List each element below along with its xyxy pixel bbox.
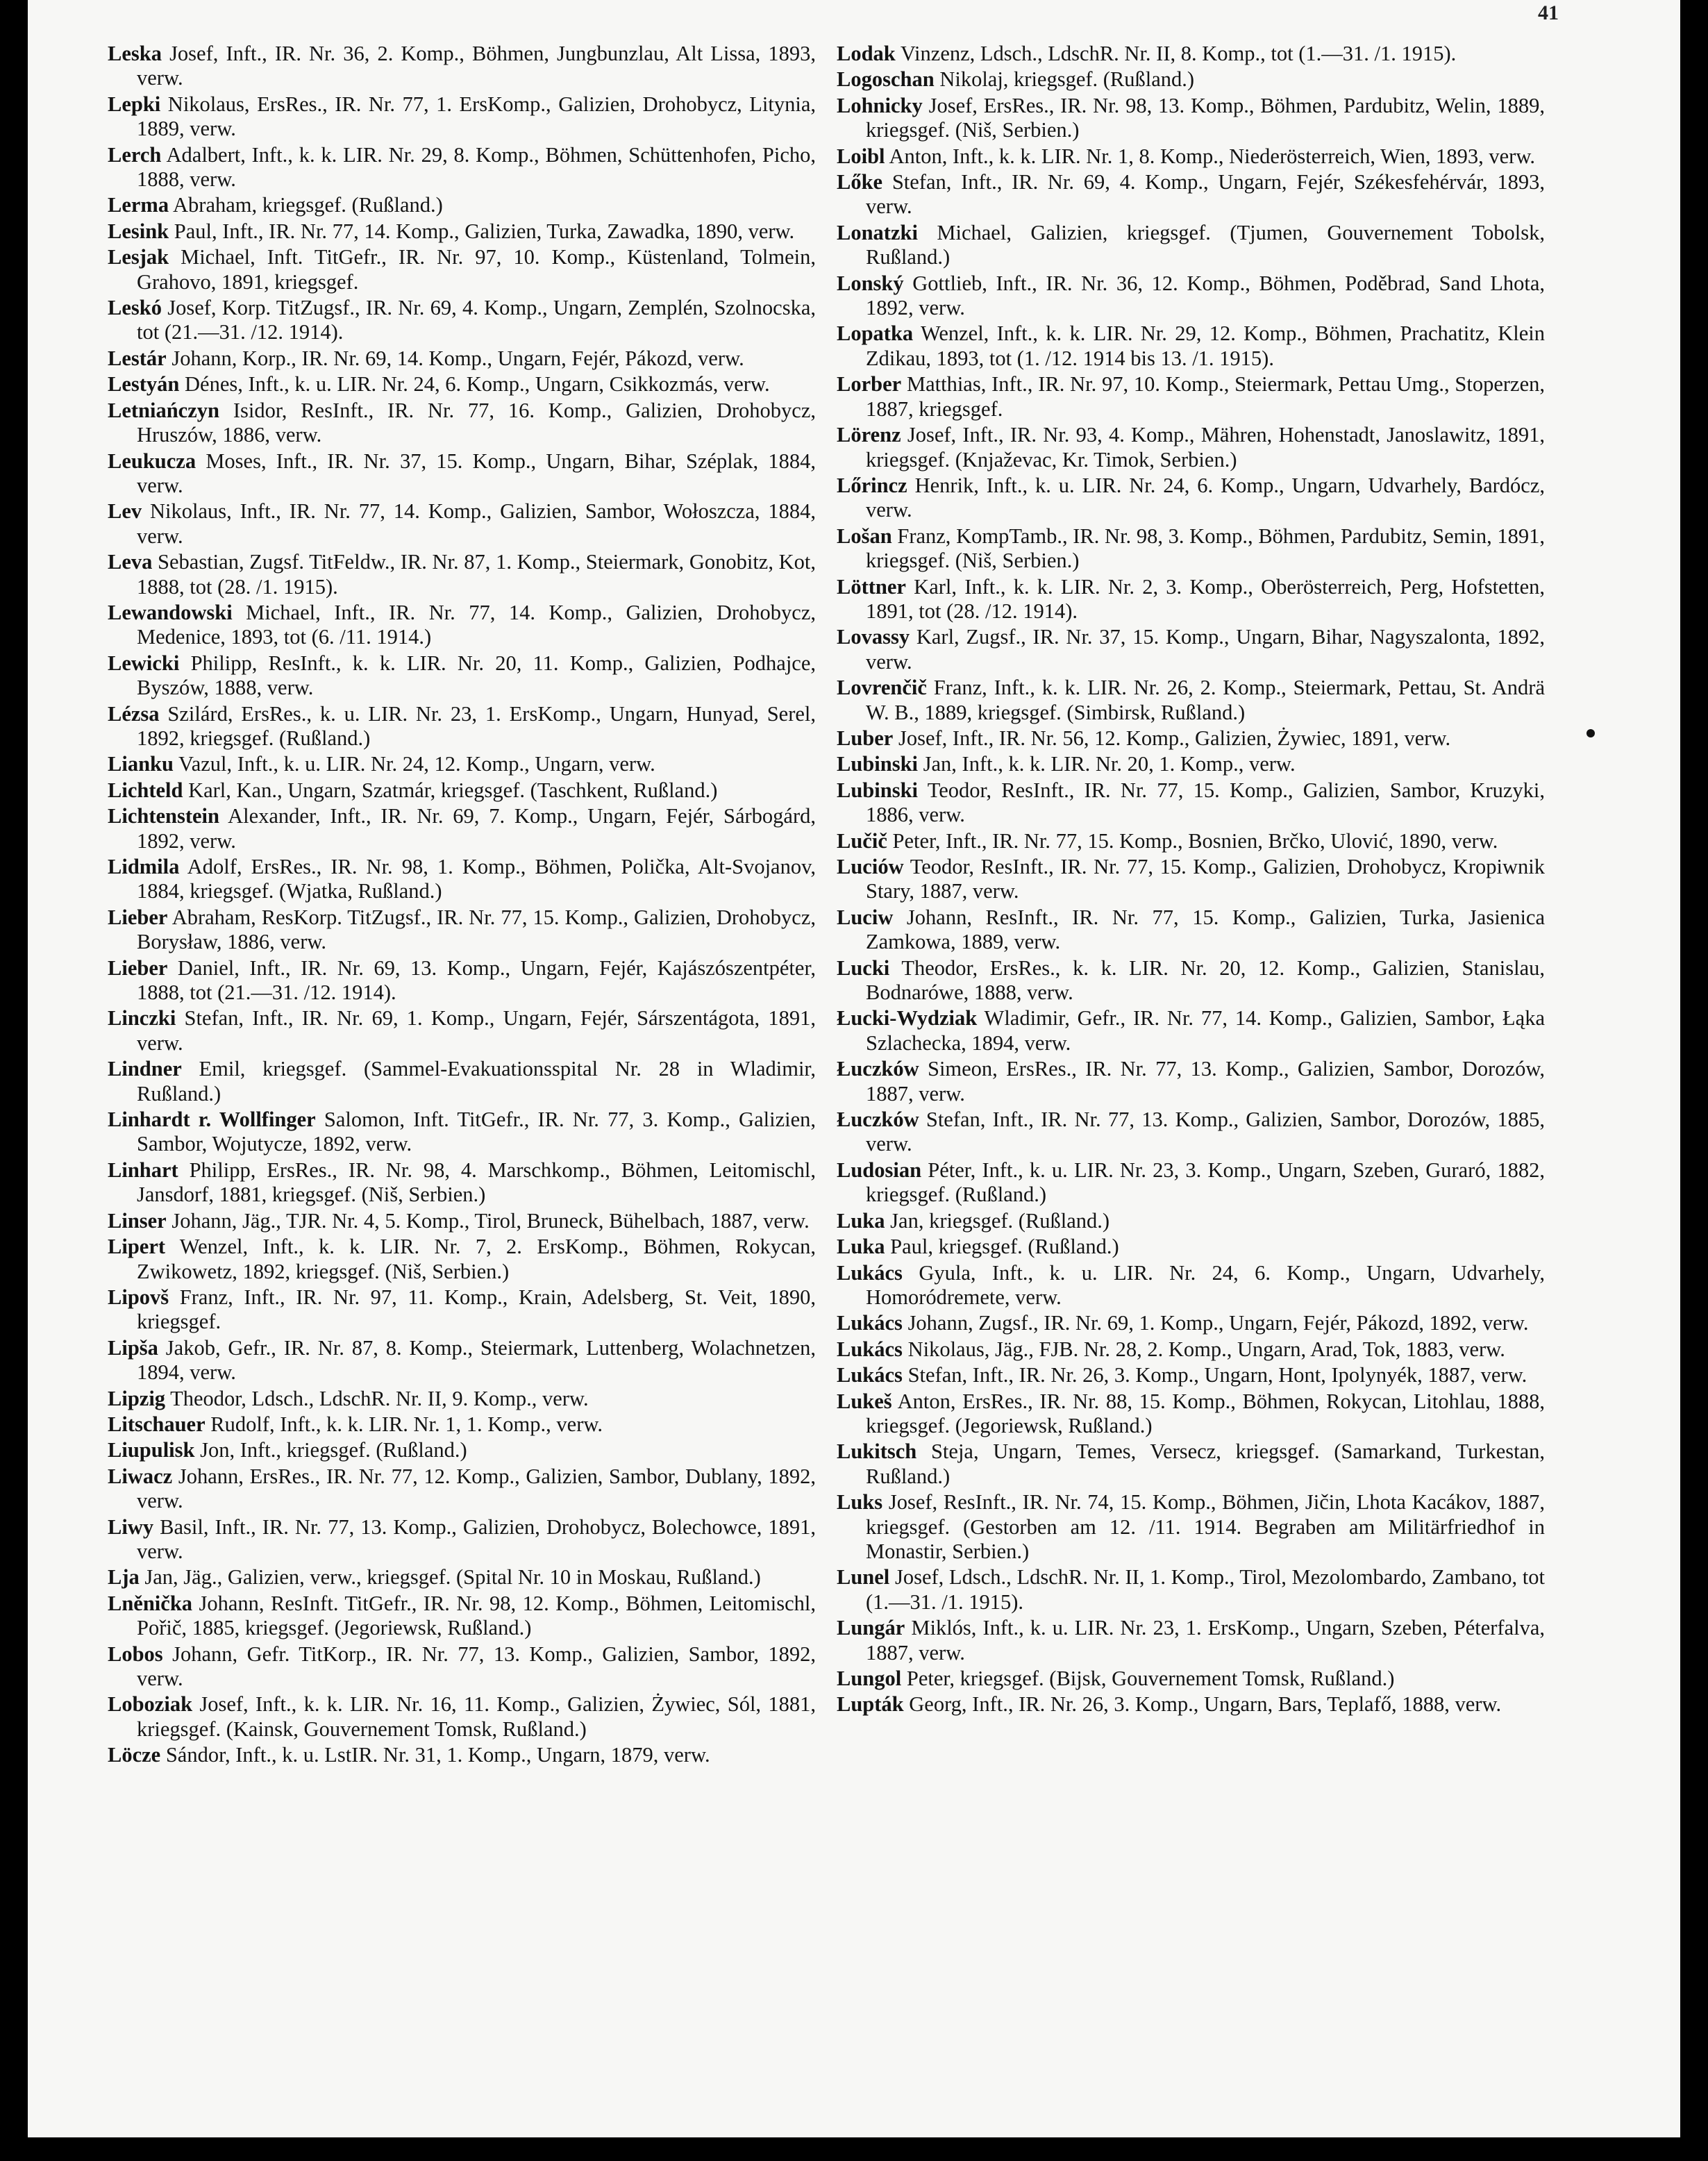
entry-surname: Lučič (837, 828, 887, 853)
entry-surname: Lodak (837, 42, 896, 65)
entry-details: Josef, ErsRes., IR. Nr. 98, 13. Komp., Böhmen, Pardubitz, Welin, 1889, kriegsgef. (Niš, Serbien.) (866, 93, 1545, 142)
entry-details: Josef, Inft., IR. Nr. 36, 2. Komp., Böhmen, Jungbunzlau, Alt Lissa, 1893, verw. (137, 42, 817, 90)
register-entry (837, 1209, 1545, 1233)
entry-surname: Löcze (108, 1743, 161, 1767)
entry-details: Josef, Inft., IR. Nr. 93, 4. Komp., Mähren, Hohenstadt, Janoslawitz, 1891, kriegsgef. (Knjaževac, Kr. Timok, Serbien.) (866, 423, 1546, 472)
entry-details: Jon, Inft., kriegsgef. (Rußland.) (200, 1438, 467, 1462)
entry-surname: Lőke (837, 170, 883, 194)
entry-surname: Lindner (108, 1057, 182, 1081)
entry-surname: Lungár (837, 1616, 905, 1640)
register-entry (837, 1390, 1545, 1439)
entry-details: Johann, Zugsf., IR. Nr. 69, 1. Komp., Ungarn, Fejér, Pákozd, 1892, verw. (907, 1311, 1529, 1335)
entry-details: Karl, Inft., k. k. LIR. Nr. 2, 3. Komp., Oberösterreich, Perg, Hofstetten, 1891, tot (28. /12. 1914). (866, 574, 1546, 623)
entry-details: Karl, Zugsf., IR. Nr. 37, 15. Komp., Ungarn, Bihar, Nagyszalonta, 1892, verw. (866, 625, 1546, 674)
register-entry (837, 322, 1545, 371)
register-entry (837, 1261, 1545, 1310)
entry-details: Josef, Ldsch., LdschR. Nr. II, 1. Komp., Tirol, Mezolombardo, Zambano, tot (1.—31. /1. 1915). (866, 1565, 1545, 1614)
entry-details: Salomon, Inft. TitGefr., IR. Nr. 77, 3. Komp., Galizien, Sambor, Wojutycze, 1892, verw. (137, 1108, 816, 1156)
entry-surname: Linhart (108, 1158, 178, 1182)
entry-surname: Lipert (108, 1235, 166, 1259)
entry-details: Paul, Inft., IR. Nr. 77, 14. Komp., Galizien, Turka, Zawadka, 1890, verw. (174, 219, 795, 243)
entry-details: Paul, kriegsgef. (Rußland.) (890, 1235, 1119, 1259)
register-entry (108, 1235, 816, 1284)
entry-surname: Löttner (837, 574, 906, 599)
entry-details: Jan, Inft., k. k. LIR. Nr. 20, 1. Komp., verw. (923, 752, 1296, 776)
entry-details: Vazul, Inft., k. u. LIR. Nr. 24, 12. Komp., Ungarn, verw. (178, 752, 655, 776)
register-entry (837, 752, 1545, 776)
register-entry (837, 956, 1545, 1006)
register-entry (108, 956, 816, 1006)
register-entry (108, 906, 816, 955)
entry-surname: Lev (108, 499, 142, 524)
entry-surname: Lichteld (108, 778, 183, 802)
document-page (28, 0, 1680, 2137)
register-entry (108, 1336, 816, 1385)
entry-details: Johann, Gefr. TitKorp., IR. Nr. 77, 13. Komp., Galizien, Sambor, 1892, verw. (137, 1642, 816, 1690)
register-entry (837, 372, 1545, 422)
entry-surname: Lukács (837, 1337, 903, 1361)
entry-details: Abraham, kriegsgef. (Rußland.) (173, 193, 443, 217)
right-column (837, 42, 1545, 1719)
entry-surname: Lobos (108, 1642, 163, 1666)
entry-surname: Lupták (837, 1692, 904, 1717)
register-entry (108, 1743, 816, 1767)
entry-surname: Lopatka (837, 322, 914, 346)
entry-surname: Lucki (837, 956, 890, 980)
entry-details: Jakob, Gefr., IR. Nr. 87, 8. Komp., Steiermark, Luttenberg, Wolachnetzen, 1894, verw. (137, 1335, 816, 1385)
register-entry (837, 726, 1545, 751)
entry-details: Péter, Inft., k. u. LIR. Nr. 23, 3. Komp., Ungarn, Szeben, Guraró, 1882, kriegsgef. (Rußland.) (866, 1158, 1545, 1207)
register-entry (108, 601, 816, 650)
register-entry (837, 855, 1545, 904)
register-entry (837, 144, 1545, 169)
entry-surname: Linser (108, 1208, 167, 1233)
register-entry (108, 219, 816, 244)
entry-surname: Ludosian (837, 1158, 922, 1182)
register-entry (108, 778, 816, 803)
register-entry (108, 399, 816, 448)
register-entry (837, 272, 1545, 321)
entry-surname: Lovrenčič (837, 676, 927, 700)
entry-surname: Luciw (837, 905, 894, 929)
entry-surname: Linczki (108, 1006, 176, 1031)
entry-surname: Litschauer (108, 1412, 206, 1436)
register-entry (108, 702, 816, 751)
entry-surname: Lestyán (108, 372, 180, 397)
register-entry (108, 92, 816, 142)
entry-surname: Lieber (108, 905, 168, 929)
entry-details: Emil, kriegsgef. (Sammel-Evakuationsspital Nr. 28 in Wladimir, Rußland.) (137, 1057, 816, 1105)
register-entry (108, 1108, 816, 1157)
register-entry (837, 221, 1545, 270)
register-entry (837, 1108, 1545, 1157)
entry-details: Wenzel, Inft., k. k. LIR. Nr. 7, 2. ErsKomp., Böhmen, Rokycan, Zwikowetz, 1892, kriegsgef. (Niš, Serbien.) (137, 1235, 817, 1283)
register-entry (108, 550, 816, 599)
register-entry (108, 1692, 816, 1742)
entry-surname: Łucki-Wydziak (837, 1006, 978, 1031)
entry-details: Philipp, ResInft., k. k. LIR. Nr. 20, 11. Komp., Galizien, Podhajce, Byszów, 1888, verw. (137, 651, 816, 700)
register-entry (108, 651, 816, 701)
entry-surname: Lovassy (837, 625, 910, 649)
entry-details: Alexander, Inft., IR. Nr. 69, 7. Komp., Ungarn, Fejér, Sárbogárd, 1892, verw. (137, 804, 816, 853)
entry-surname: Loboziak (108, 1692, 193, 1717)
register-entry (837, 1490, 1545, 1564)
entry-surname: Lipša (108, 1335, 158, 1360)
entry-details: Theodor, Ldsch., LdschR. Nr. II, 9. Komp., verw. (170, 1386, 589, 1410)
page-number: 41 (1538, 1, 1559, 24)
scan-border (1680, 0, 1708, 2161)
entry-surname: Lepki (108, 92, 161, 116)
entry-details: Franz, KompTamb., IR. Nr. 98, 3. Komp., Böhmen, Pardubitz, Semin, 1891, kriegsgef. (Niš, Serbien.) (866, 524, 1546, 573)
register-entry (108, 42, 816, 91)
register-entry (837, 524, 1545, 574)
entry-surname: Lošan (837, 524, 892, 548)
entry-details: Michael, Galizien, kriegsgef. (Tjumen, Gouvernement Tobolsk, Rußland.) (866, 220, 1546, 269)
register-entry (108, 296, 816, 345)
register-entry (108, 752, 816, 776)
entry-details: Johann, ResInft. TitGefr., IR. Nr. 98, 12. Komp., Böhmen, Leitomischl, Pořič, 1885, kriegsgef. (Jegoriewsk, Rußland.) (137, 1591, 816, 1640)
register-entry (108, 1006, 816, 1056)
entry-details: Steja, Ungarn, Temes, Versecz, kriegsgef. (Samarkand, Turkestan, Rußland.) (866, 1440, 1545, 1488)
entry-details: Anton, Inft., k. k. LIR. Nr. 1, 8. Komp., Niederösterreich, Wien, 1893, verw. (889, 144, 1536, 168)
entry-details: Josef, Inft., IR. Nr. 56, 12. Komp., Galizien, Żywiec, 1891, verw. (898, 726, 1451, 750)
entry-surname: Lněnička (108, 1591, 193, 1615)
register-entry (837, 1667, 1545, 1691)
entry-details: Nikolaj, kriegsgef. (Rußland.) (939, 67, 1195, 92)
entry-details: Nikolaus, Jäg., FJB. Nr. 28, 2. Komp., Ungarn, Arad, Tok, 1883, verw. (907, 1337, 1505, 1361)
entry-details: Johann, Jäg., TJR. Nr. 4, 5. Komp., Tirol, Bruneck, Bühelbach, 1887, verw. (171, 1208, 810, 1233)
entry-surname: Lidmila (108, 855, 180, 878)
entry-details: Michael, Inft., IR. Nr. 77, 14. Komp., Galizien, Drohobycz, Medenice, 1893, tot (6. /11. 1914.) (137, 600, 816, 649)
entry-surname: Lichtenstein (108, 804, 219, 828)
entry-details: Johann, Korp., IR. Nr. 69, 14. Komp., Ungarn, Fejér, Pákozd, verw. (171, 346, 744, 370)
entry-details: Jan, kriegsgef. (Rußland.) (890, 1208, 1110, 1233)
entry-details: Stefan, Inft., IR. Nr. 77, 13. Komp., Galizien, Sambor, Dorozów, 1885, verw. (866, 1108, 1545, 1156)
entry-details: Teodor, ResInft., IR. Nr. 77, 15. Komp., Galizien, Sambor, Kruzyki, 1886, verw. (866, 778, 1545, 827)
entry-surname: Lukács (837, 1260, 903, 1285)
entry-surname: Lunel (837, 1565, 890, 1590)
register-entry (837, 1616, 1545, 1665)
entry-surname: Lonský (837, 271, 904, 295)
entry-details: Dénes, Inft., k. u. LIR. Nr. 24, 6. Komp., Ungarn, Csikkozmás, verw. (185, 372, 770, 397)
register-entry (108, 1158, 816, 1208)
register-entry (837, 1006, 1545, 1056)
entry-surname: Łuczków (837, 1057, 919, 1081)
entry-surname: Lonatzki (837, 220, 918, 244)
entry-surname: Leska (108, 42, 162, 65)
entry-details: Peter, Inft., IR. Nr. 77, 15. Komp., Bosnien, Brčko, Ulović, 1890, verw. (892, 828, 1498, 853)
register-entry (108, 143, 816, 192)
entry-details: Abraham, ResKorp. TitZugsf., IR. Nr. 77, 15. Komp., Galizien, Drohobycz, Borysław, 1886, verw. (137, 905, 817, 954)
register-entry (108, 245, 816, 294)
entry-details: Isidor, ResInft., IR. Nr. 77, 16. Komp., Galizien, Drohobycz, Hruszów, 1886, verw. (137, 398, 817, 447)
entry-details: Franz, Inft., k. k. LIR. Nr. 26, 2. Komp., Steiermark, Pettau, St. Andrä W. B., 1889, kriegsgef. (Simbirsk, Rußland.) (866, 676, 1545, 724)
entry-details: Jan, Jäg., Galizien, verw., kriegsgef. (Spital Nr. 10 in Moskau, Rußland.) (144, 1565, 761, 1590)
register-entry (108, 1515, 816, 1565)
entry-details: Miklós, Inft., k. u. LIR. Nr. 23, 1. ErsKomp., Ungarn, Szeben, Péterfalva, 1887, verw. (866, 1616, 1545, 1664)
entry-details: Vinzenz, Ldsch., LdschR. Nr. II, 8. Komp., tot (1.—31. /1. 1915). (900, 42, 1457, 65)
register-entry (108, 1412, 816, 1437)
register-entry (108, 855, 816, 904)
entry-surname: Lerma (108, 193, 169, 217)
register-entry (108, 1057, 816, 1106)
entry-details: Szilárd, ErsRes., k. u. LIR. Nr. 23, 1. ErsKomp., Ungarn, Hunyad, Serel, 1892, kriegsgef. (Rußland.) (137, 701, 816, 750)
register-entry (108, 449, 816, 499)
entry-details: Johann, ErsRes., IR. Nr. 77, 12. Komp., Galizien, Sambor, Dublany, 1892, verw. (137, 1464, 817, 1513)
register-entry (108, 1285, 816, 1335)
entry-details: Johann, ResInft., IR. Nr. 77, 15. Komp., Galizien, Turka, Jasienica Zamkowa, 1889, verw. (866, 905, 1545, 954)
entry-surname: Luber (837, 726, 894, 750)
entry-surname: Lukitsch (837, 1440, 917, 1464)
entry-surname: Leskó (108, 296, 162, 320)
entry-details: Moses, Inft., IR. Nr. 37, 15. Komp., Ungarn, Bihar, Széplak, 1884, verw. (137, 449, 817, 497)
register-entry (837, 67, 1545, 92)
entry-details: Nikolaus, Inft., IR. Nr. 77, 14. Komp., Galizien, Sambor, Wołoszcza, 1884, verw. (137, 499, 816, 548)
register-entry (837, 423, 1545, 472)
entry-details: Adalbert, Inft., k. k. LIR. Nr. 29, 8. Komp., Böhmen, Schüttenhofen, Picho, 1888, verw. (137, 142, 816, 192)
register-entry (837, 1692, 1545, 1717)
register-entry (108, 1387, 816, 1411)
entry-surname: Leva (108, 550, 153, 574)
entry-details: Simeon, ErsRes., IR. Nr. 77, 13. Komp., Galizien, Sambor, Dorozów, 1887, verw. (866, 1057, 1546, 1105)
register-entry (837, 170, 1545, 219)
entry-surname: Lipovš (108, 1285, 169, 1309)
entry-details: Peter, kriegsgef. (Bijsk, Gouvernement Tomsk, Rußland.) (906, 1667, 1395, 1690)
register-entry (837, 42, 1545, 66)
entry-surname: Lungol (837, 1667, 902, 1690)
register-entry (837, 829, 1545, 853)
register-entry (837, 1057, 1545, 1106)
entry-surname: Logoschan (837, 67, 935, 92)
entry-surname: Lewicki (108, 651, 180, 675)
register-entry (837, 94, 1545, 143)
register-entry (837, 625, 1545, 674)
register-entry (108, 193, 816, 217)
register-entry (837, 1235, 1545, 1259)
entry-details: Josef, Korp. TitZugsf., IR. Nr. 69, 4. Komp., Ungarn, Zemplén, Szolnocska, tot (21.—31. /12. 1914). (137, 296, 816, 344)
entry-details: Stefan, Inft., IR. Nr. 69, 1. Komp., Ungarn, Fejér, Sárszentágota, 1891, verw. (137, 1006, 817, 1055)
entry-details: Matthias, Inft., IR. Nr. 97, 10. Komp., Steiermark, Pettau Umg., Stoperzen, 1887, kriegsgef. (866, 372, 1545, 421)
entry-surname: Lja (108, 1565, 140, 1590)
entry-surname: Łuczków (837, 1108, 919, 1132)
entry-details: Adolf, ErsRes., IR. Nr. 98, 1. Komp., Böhmen, Polička, Alt-Svojanov, 1884, kriegsgef. (Wjatka, Rußland.) (137, 855, 816, 903)
entry-details: Stefan, Inft., IR. Nr. 26, 3. Komp., Ungarn, Hont, Ipolynyék, 1887, verw. (907, 1363, 1527, 1387)
register-entry (108, 347, 816, 371)
entry-surname: Loibl (837, 144, 885, 168)
entry-surname: Lianku (108, 752, 174, 776)
entry-surname: Luka (837, 1208, 885, 1233)
entry-surname: Letniańczyn (108, 398, 219, 422)
register-entry (837, 474, 1545, 523)
entry-surname: Lohnicky (837, 93, 923, 117)
entry-details: Gyula, Inft., k. u. LIR. Nr. 24, 6. Komp., Ungarn, Udvarhely, Homoródremete, verw. (866, 1260, 1546, 1309)
entry-surname: Leukucza (108, 449, 196, 473)
register-entry (837, 676, 1545, 725)
entry-details: Franz, Inft., IR. Nr. 97, 11. Komp., Krain, Adelsberg, St. Veit, 1890, kriegsgef. (137, 1285, 816, 1334)
entry-surname: Lubinski (837, 778, 919, 802)
register-entry (108, 1465, 816, 1514)
entry-surname: Lukács (837, 1363, 903, 1387)
register-entry (108, 1565, 816, 1590)
entry-surname: Lestár (108, 346, 167, 370)
entry-surname: Liupulisk (108, 1438, 195, 1462)
register-entry (108, 1642, 816, 1692)
entry-surname: Luks (837, 1490, 883, 1515)
entry-details: Josef, ResInft., IR. Nr. 74, 15. Komp., Böhmen, Jičin, Lhota Kacákov, 1887, kriegsgef. (Gestorben am 12. /11. 1914. Begraben am Militärfriedhof in Monastir, Serbien.) (866, 1490, 1546, 1563)
entry-surname: Linhardt r. Wollfinger (108, 1108, 316, 1132)
register-entry (837, 1565, 1545, 1615)
register-entry (837, 906, 1545, 955)
entry-details: Sándor, Inft., k. u. LstIR. Nr. 31, 1. Komp., Ungarn, 1879, verw. (165, 1743, 710, 1767)
entry-details: Georg, Inft., IR. Nr. 26, 3. Komp., Ungarn, Bars, Teplafő, 1888, verw. (909, 1692, 1502, 1717)
entry-details: Rudolf, Inft., k. k. LIR. Nr. 1, 1. Komp., verw. (210, 1412, 603, 1436)
register-entry (108, 1209, 816, 1233)
register-entry (837, 575, 1545, 624)
entry-details: Nikolaus, ErsRes., IR. Nr. 77, 1. ErsKomp., Galizien, Drohobycz, Litynia, 1889, verw. (137, 92, 816, 141)
register-entry (837, 1337, 1545, 1362)
entry-surname: Lubinski (837, 752, 919, 776)
entry-details: Theodor, ErsRes., k. k. LIR. Nr. 20, 12. Komp., Galizien, Stanislau, Bodnarówe, 1888, verw. (866, 956, 1546, 1005)
entry-surname: Lőrincz (837, 473, 907, 497)
entry-surname: Lesink (108, 219, 169, 243)
entry-surname: Liwy (108, 1515, 154, 1539)
entry-details: Anton, ErsRes., IR. Nr. 88, 15. Komp., Böhmen, Rokycan, Litohlau, 1888, kriegsgef. (Jegoriewsk, Rußland.) (866, 1389, 1545, 1437)
entry-surname: Lorber (837, 372, 902, 397)
entry-surname: Lerch (108, 142, 162, 167)
entry-details: Karl, Kan., Ungarn, Szatmár, kriegsgef. (Taschkent, Rußland.) (188, 778, 718, 802)
entry-details: Michael, Inft. TitGefr., IR. Nr. 97, 10. Komp., Küstenland, Tolmein, Grahovo, 1891, kriegsgef. (137, 245, 816, 294)
entry-surname: Lesjak (108, 245, 169, 269)
entry-surname: Lewandowski (108, 600, 233, 624)
entry-details: Stefan, Inft., IR. Nr. 69, 4. Komp., Ungarn, Fejér, Székesfehérvár, 1893, verw. (866, 170, 1545, 219)
entry-details: Henrik, Inft., k. u. LIR. Nr. 24, 6. Komp., Ungarn, Udvarhely, Bardócz, verw. (866, 473, 1546, 522)
entry-surname: Lörenz (837, 423, 901, 447)
entry-details: Teodor, ResInft., IR. Nr. 77, 15. Komp., Galizien, Drohobycz, Kropiwnik Stary, 1887, verw. (866, 855, 1545, 903)
entry-details: Daniel, Inft., IR. Nr. 69, 13. Komp., Ungarn, Fejér, Kajászószentpéter, 1888, tot (21.—31. /12. 1914). (137, 956, 817, 1005)
entry-details: Philipp, ErsRes., IR. Nr. 98, 4. Marschkomp., Böhmen, Leitomischl, Jansdorf, 1881, kriegsgef. (Niš, Serbien.) (137, 1158, 816, 1207)
register-entry (837, 1440, 1545, 1489)
entry-surname: Lipzig (108, 1386, 166, 1410)
ink-dot (1586, 729, 1595, 737)
entry-details: Basil, Inft., IR. Nr. 77, 13. Komp., Galizien, Drohobycz, Bolechowce, 1891, verw. (137, 1515, 817, 1563)
register-entry (837, 778, 1545, 828)
register-entry (108, 1592, 816, 1641)
register-entry (108, 804, 816, 853)
entry-details: Josef, Inft., k. k. LIR. Nr. 16, 11. Komp., Galizien, Żywiec, Sól, 1881, kriegsgef. (Kainsk, Gouvernement Tomsk, Rußland.) (137, 1692, 817, 1741)
entry-surname: Liwacz (108, 1464, 173, 1488)
entry-details: Wladimir, Gefr., IR. Nr. 77, 14. Komp., Galizien, Sambor, Łąka Szlachecka, 1894, verw. (866, 1006, 1545, 1055)
register-entry (837, 1363, 1545, 1387)
left-column (108, 42, 816, 1769)
entry-details: Sebastian, Zugsf. TitFeldw., IR. Nr. 87, 1. Komp., Steiermark, Gonobitz, Kot, 1888, tot (28. /1. 1915). (137, 550, 816, 599)
entry-details: Gottlieb, Inft., IR. Nr. 36, 12. Komp., Böhmen, Poděbrad, Sand Lhota, 1892, verw. (866, 271, 1546, 320)
entry-details: Wenzel, Inft., k. k. LIR. Nr. 29, 12. Komp., Böhmen, Prachatitz, Klein Zdikau, 1893, tot (1. /12. 1914 bis 13. /1. 1915). (866, 322, 1546, 370)
register-entry (108, 499, 816, 549)
entry-surname: Lukeš (837, 1389, 892, 1413)
entry-surname: Lieber (108, 956, 168, 980)
entry-surname: Luka (837, 1235, 885, 1259)
entry-surname: Lukács (837, 1311, 903, 1335)
register-entry (837, 1311, 1545, 1335)
register-entry (108, 1438, 816, 1462)
entry-surname: Lézsa (108, 701, 160, 726)
entry-surname: Luciów (837, 855, 904, 878)
register-entry (108, 372, 816, 397)
register-entry (837, 1158, 1545, 1208)
